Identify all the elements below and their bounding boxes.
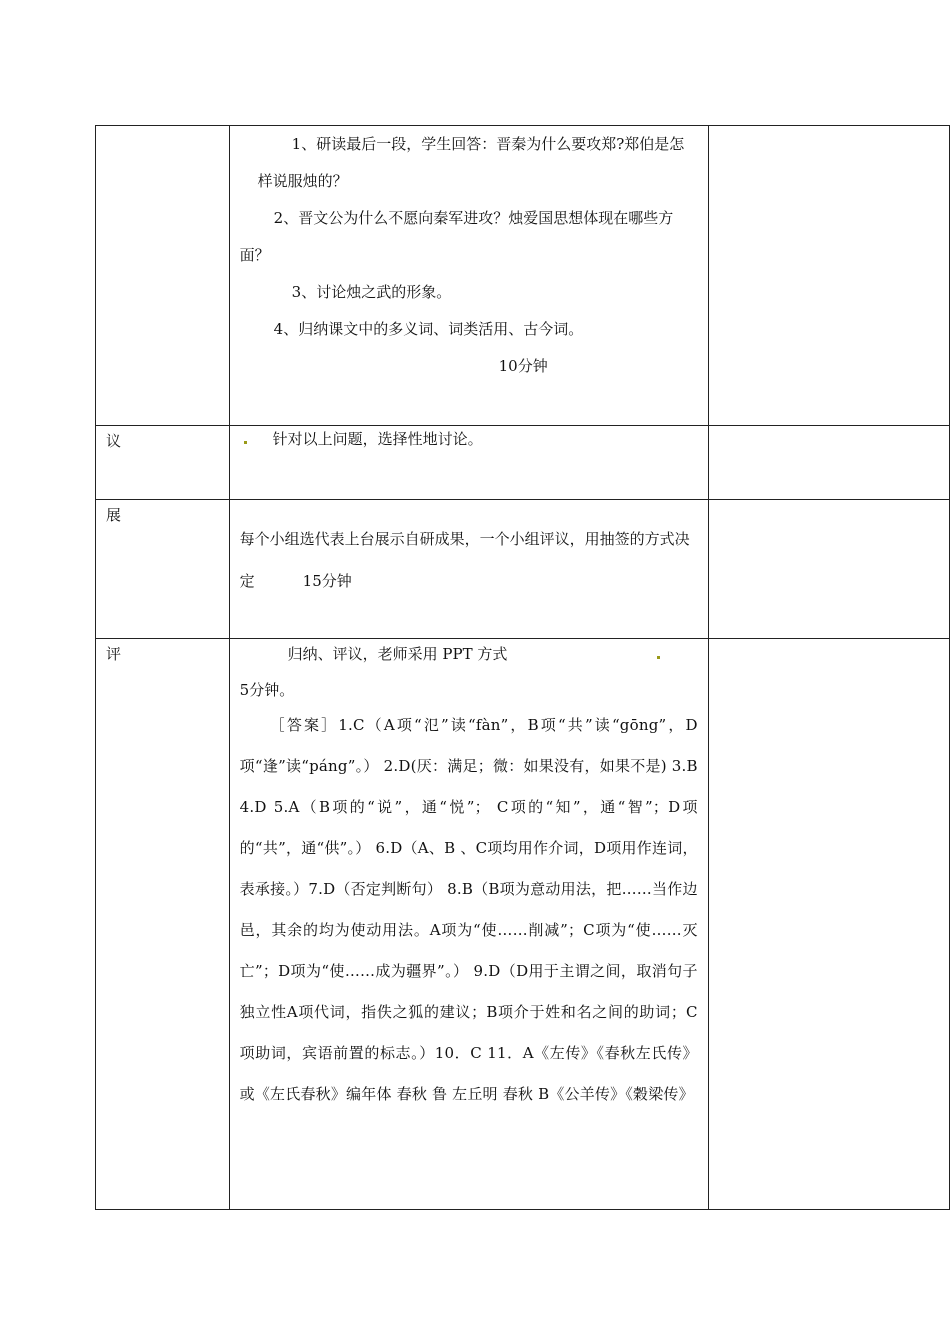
notes-cell-yi <box>708 426 949 500</box>
lesson-plan-table <box>95 125 950 1210</box>
row-zhan <box>96 500 950 639</box>
yan-item-4: 4、归纳课文中的多义词、词类活用、古今词。 <box>273 320 584 338</box>
yan-item-1: 1、研读最后一段，学生回答：晋秦为什么要攻郑?郑伯是怎样说服烛的？ <box>257 135 685 190</box>
stage-label-zhan: 展 <box>106 506 122 524</box>
ping-time: 5分钟。 <box>239 681 295 699</box>
content-cell-yi <box>229 426 708 500</box>
content-cell-yan <box>229 126 708 426</box>
marker-dot <box>244 441 247 444</box>
answer-text: ［答案］1.C（A项“氾”读“fàn”，B项“共”读“gōng”，D项“逢”读“páng”。） 2.D(厌：满足；微：如果没有，如果不是) 3.B 4.D 5.A（B项的“说”，通“悦”； C项的“知”，通“智”；D项的“共”，通“供”。） 6.D（A、B 、C项均用作介词，D项用作连词，表承接。）7.D（否定判断句） 8.B（B项为意动用法，把……当作边邑，其余的均为使动用法。A项为“使……削减”；C项为“使……灭亡”；D项为“使……成为疆界”。） 9.D（D用于主谓之间，取消句子独立性A项代词，指佚之狐的建议；B项介于姓和名之间的助词；C项助词，宾语前置的标志。）10．C 11．A《左传》《春秋左氏传》或《左氏春秋》编年体 春秋 鲁 左丘明 春秋 B《公羊传》《穀梁传》 <box>239 716 698 1103</box>
stage-label-ping: 评 <box>106 645 122 663</box>
row-ping <box>96 639 950 1210</box>
yan-item-3: 3、讨论烛之武的形象。 <box>291 283 452 301</box>
content-cell-zhan <box>229 500 708 639</box>
ping-method: 归纳、评议，老师采用 PPT 方式 <box>287 645 508 663</box>
notes-cell-zhan <box>708 500 949 639</box>
stage-cell-zhan <box>96 500 230 639</box>
content-cell-ping <box>229 639 708 1210</box>
notes-cell-ping <box>708 639 949 1210</box>
yan-item-2: 2、晋文公为什么不愿向秦军进攻？烛爱国思想体现在哪些方面？ <box>239 209 674 264</box>
marker-dot <box>657 656 660 659</box>
zhan-text: 每个小组选代表上台展示自研成果，一个小组评议，用抽签的方式决定 <box>239 530 690 590</box>
row-yi <box>96 426 950 500</box>
yan-time: 10分钟 <box>498 357 548 375</box>
stage-cell-yan <box>96 126 230 426</box>
stage-cell-yi <box>96 426 230 500</box>
zhan-time: 15分钟 <box>302 572 352 590</box>
row-yan <box>96 126 950 426</box>
stage-label-yi: 议 <box>106 432 122 450</box>
yi-text: 针对以上问题，选择性地讨论。 <box>272 430 483 448</box>
notes-cell-yan <box>708 126 949 426</box>
stage-cell-ping <box>96 639 230 1210</box>
ping-line1 <box>240 639 698 669</box>
